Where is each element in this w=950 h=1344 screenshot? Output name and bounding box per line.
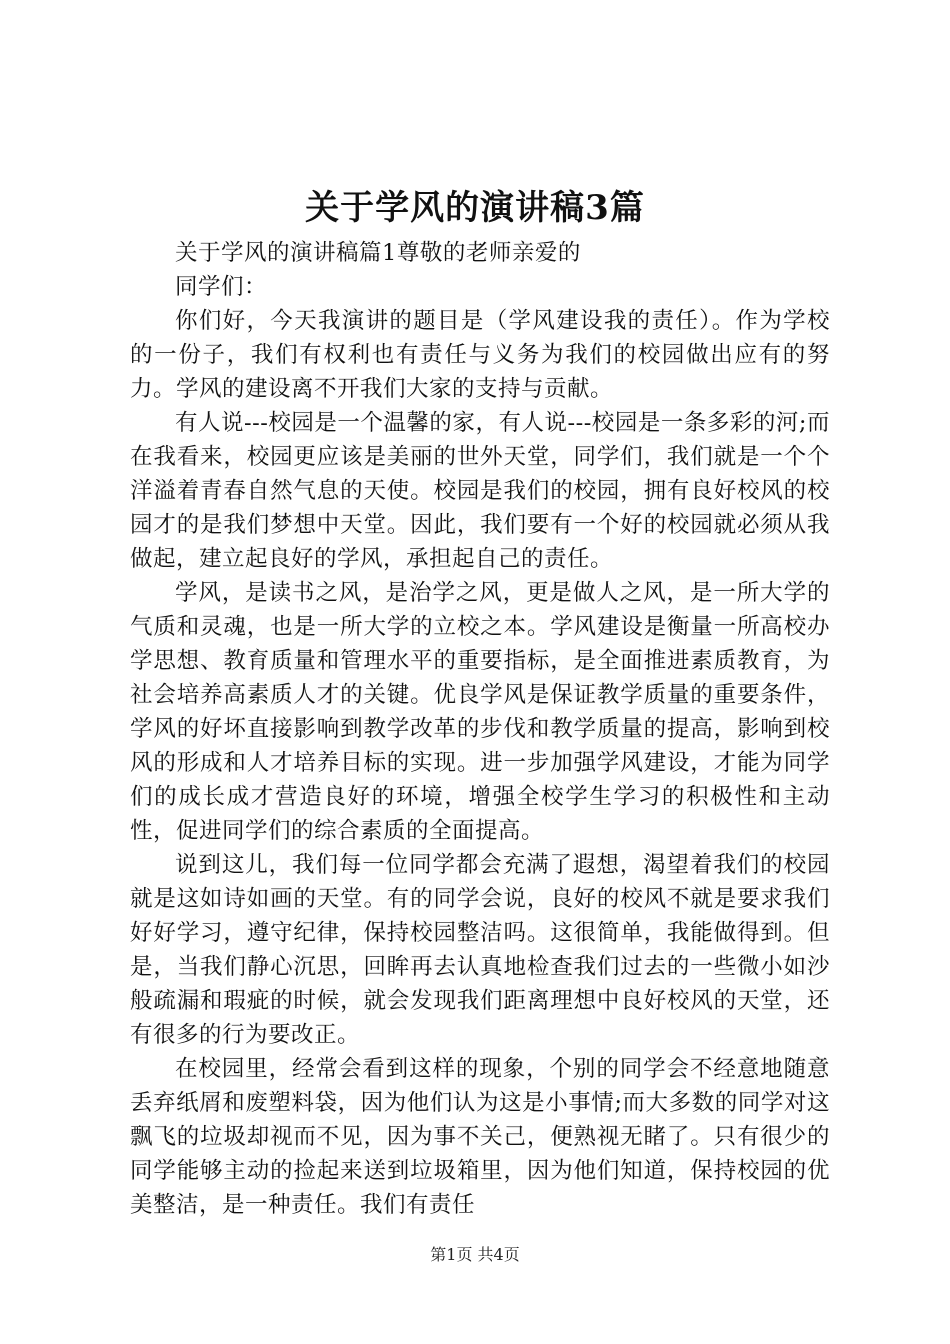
document-body <box>130 236 830 1222</box>
paragraph: 有人说---校园是一个温馨的家，有人说---校园是一条多彩的河;而在我看来，校园更应该是美丽的世外天堂，同学们，我们就是一个个洋溢着青春自然气息的天使。校园是我们的校园，拥有良好校风的校园才的是我们梦想中天堂。因此，我们要有一个好的校园就必须从我做起，建立起良好的学风，承担起自己的责任。 <box>130 410 830 572</box>
paragraph: 说到这儿，我们每一位同学都会充满了遐想，渴望着我们的校园就是这如诗如画的天堂。有的同学会说，良好的校风不就是要求我们好好学习，遵守纪律，保持校园整洁吗。这很简单，我能做得到。但是，当我们静心沉思，回眸再去认真地检查我们过去的一些微小如沙般疏漏和瑕疵的时候，就会发现我们距离理想中良好校风的天堂，还有很多的行为要改正。 <box>130 852 830 1048</box>
paragraph: 学风，是读书之风，是治学之风，更是做人之风，是一所大学的气质和灵魂，也是一所大学的立校之本。学风建设是衡量一所高校办学思想、教育质量和管理水平的重要指标，是全面推进素质教育，为社会培养高素质人才的关键。优良学风是保证教学质量的重要条件，学风的好坏直接影响到教学改革的步伐和教学质量的提高，影响到校风的形成和人才培养目标的实现。进一步加强学风建设，才能为同学们的成长成才营造良好的环境，增强全校学生学习的积极性和主动性，促进同学们的综合素质的全面提高。 <box>130 580 830 844</box>
paragraph: 关于学风的演讲稿篇1尊敬的老师亲爱的 <box>175 240 581 266</box>
document-title: 关于学风的演讲稿3篇 <box>305 188 645 228</box>
paragraph: 你们好，今天我演讲的题目是（学风建设我的责任）。作为学校的一份子，我们有权利也有责任与义务为我们的校园做出应有的努力。学风的建设离不开我们大家的支持与贡献。 <box>130 308 830 402</box>
page-footer: 第1页 共4页 <box>430 1245 520 1264</box>
paragraph: 同学们： <box>175 274 268 300</box>
paragraph: 在校园里，经常会看到这样的现象，个别的同学会不经意地随意丢弃纸屑和废塑料袋，因为他们认为这是小事情;而大多数的同学对这飘飞的垃圾却视而不见，因为事不关己，便熟视无睹了。只有很少的同学能够主动的捡起来送到垃圾箱里，因为他们知道，保持校园的优美整洁，是一种责任。我们有责任 <box>130 1056 830 1218</box>
